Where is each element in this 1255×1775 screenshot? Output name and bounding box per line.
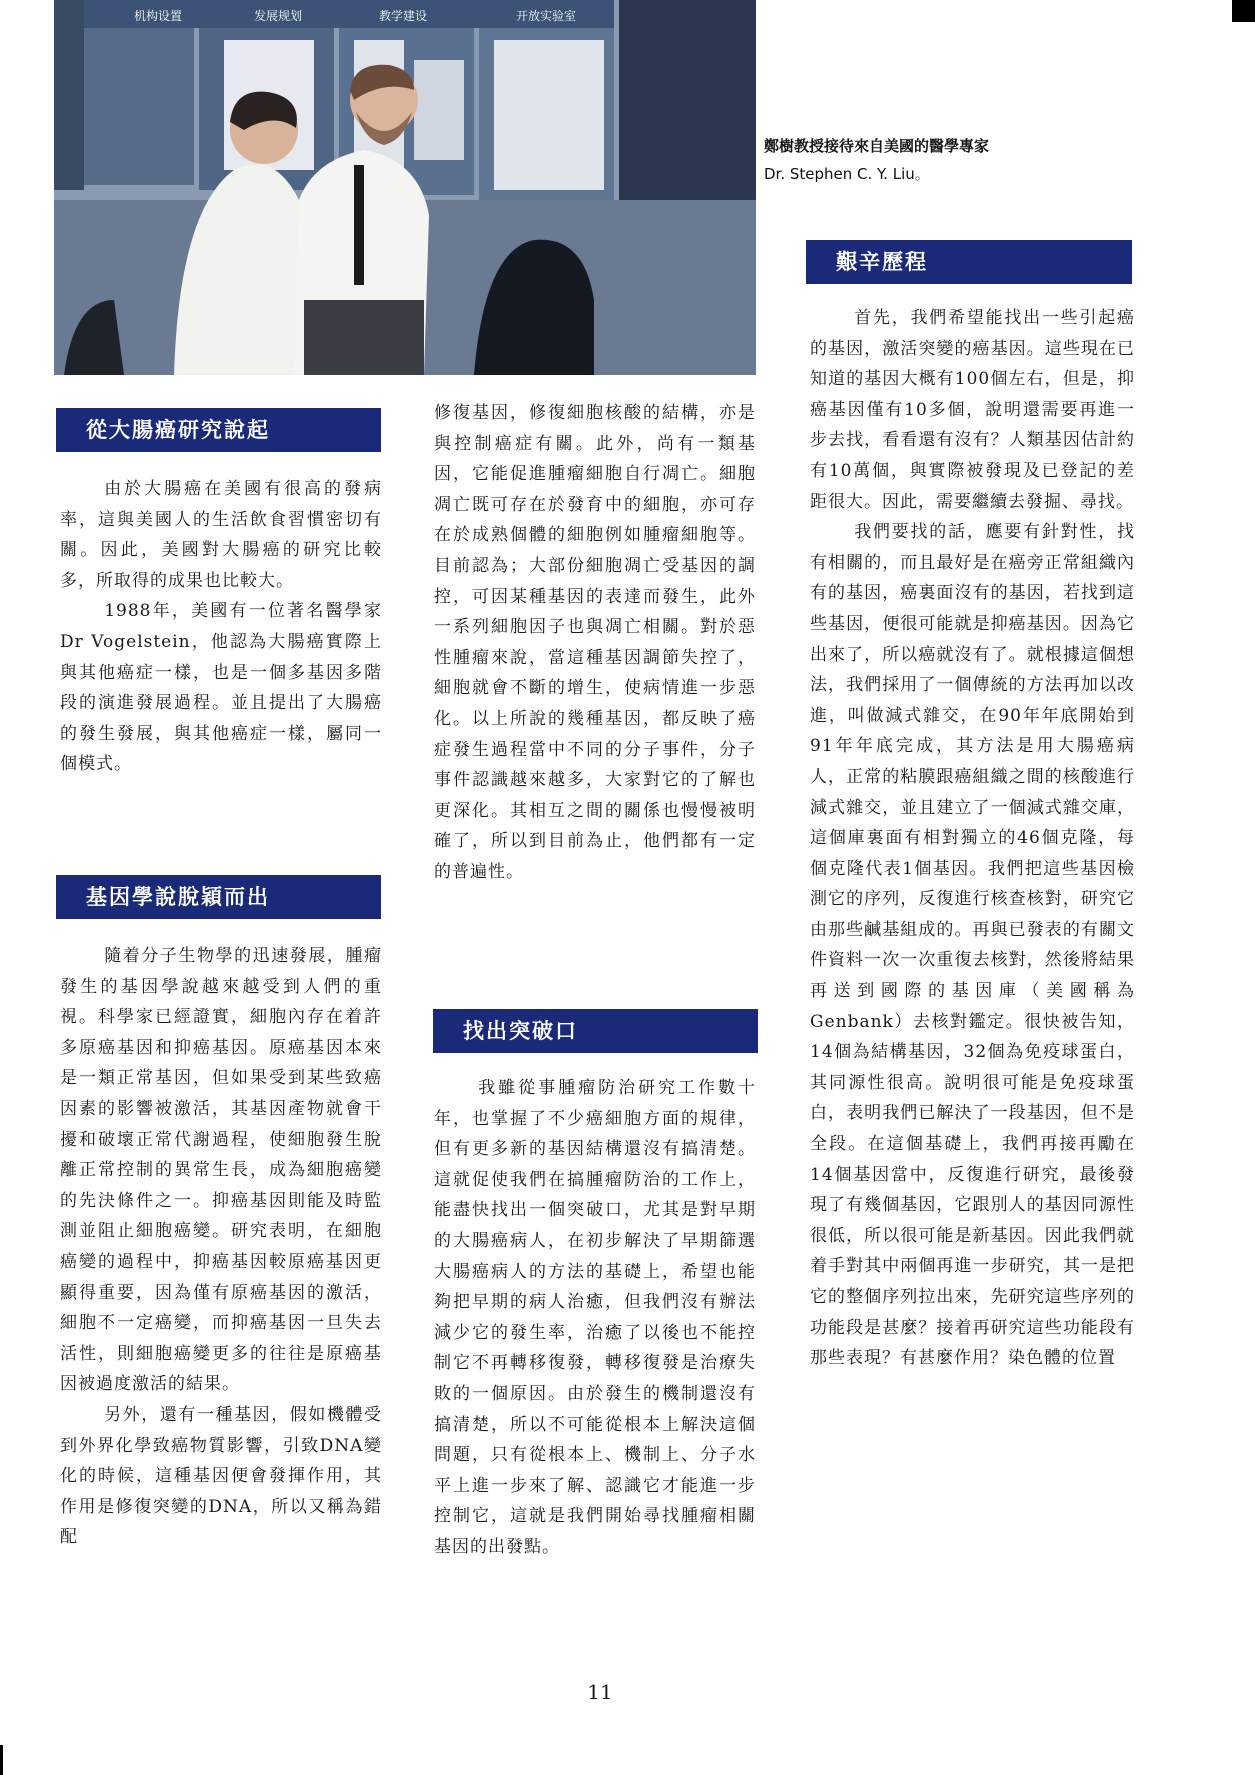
paragraph: 由於大腸癌在美國有很高的發病率，這與美國人的生活飲食習慣密切有關。因此，美國對大腸癌的研究比較多，所取得的成果也比較大。 [60, 479, 382, 591]
column-1-part-2 [60, 941, 382, 1553]
paragraph: 隨着分子生物學的迅速發展，腫瘤發生的基因學說越來越受到人們的重視。科學家已經證實，細胞內存在着許多原癌基因和抑癌基因。原癌基因本來是一類正常基因，但如果受到某些致癌因素的影響被激活，其基因產物就會干擾和破壞正常代謝過程，使細胞發生脫離正常控制的異常生長，成為細胞癌變的先決條件之一。抑癌基因則能及時監測並阻止細胞癌變。研究表明，在細胞癌變的過程中，抑癌基因較原癌基因更顯得重要，因為僅有原癌基因的激活，細胞不一定癌變，而抑癌基因一旦失去活性，則細胞癌變更多的往往是原癌基因被過度激活的結果。 [60, 946, 382, 1395]
photo-professor-visit [54, 0, 756, 375]
paragraph: 另外，還有一種基因，假如機體受到外界化學致癌物質影響，引致DNA變化的時候，這種基因便會發揮作用，其作用是修復突變的DNA，所以又稱為錯配 [60, 1404, 382, 1548]
caption-line-1: 鄭樹教授接待來自美國的醫學專家 [764, 137, 990, 155]
section-heading-gene-theory: 基因學說脫穎而出 [56, 875, 381, 919]
board-label-2: 发展规划 [254, 9, 303, 23]
photo-caption [764, 132, 1064, 188]
board-label-4: 开放实验室 [516, 9, 577, 23]
scan-corner-mark [1232, 0, 1255, 22]
page-number: 11 [587, 1680, 613, 1704]
section-heading-colorectal: 從大腸癌研究說起 [56, 408, 381, 452]
column-2-part-2 [434, 1073, 756, 1563]
caption-line-2: Dr. Stephen C. Y. Liu。 [764, 165, 930, 183]
paragraph: 我們要找的話，應要有針對性，找有相關的，而且最好是在癌旁正常組織內有的基因，癌裏面沒有的基因，若找到這些基因，便很可能就是抑癌基因。因為它出來了，所以癌就沒有了。就根據這個想法，我們採用了一個傳統的方法再加以改進，叫做減式雜交，在90年年底開始到91年年底完成，其方法是用大腸癌病人，正常的粘膜跟癌組織之間的核酸進行減式雜交，並且建立了一個減式雜交庫，這個庫裏面有相對獨立的46個克隆，每個克隆代表1個基因。我們把這些基因檢測它的序列，反復進行核查核對，研究它由那些鹹基組成的。再與已發表的有關文件資料一次一次重復去核對，然後將結果再送到國際的基因庫（美國稱為Genbank）去核對鑑定。很快被告知，14個為結構基因，32個為免疫球蛋白，其同源性很高。說明很可能是免疫球蛋白，表明我們已解決了一段基因，但不是全段。在這個基礎上，我們再接再勵在14個基因當中，反復進行研究，最後發現了有幾個基因，它跟別人的基因同源性很低，所以很可能是新基因。因此我們就着手對其中兩個再進一步研究，其一是把它的整個序列拉出來，先研究這些序列的功能段是甚麼？接着再研究這些功能段有那些表現？有甚麼作用？染色體的位置 [810, 522, 1135, 1369]
photo-illustration [54, 0, 756, 375]
column-2-part-1 [434, 398, 756, 888]
paragraph: 1988年，美國有一位著名醫學家Dr Vogelstein，他認為大腸癌實際上與其他癌症一樣，也是一個多基因多階段的演進發展過程。並且提出了大腸癌的發生發展，與其他癌症一樣，屬同一個模式。 [60, 601, 382, 775]
board-label-3: 教学建设 [379, 9, 428, 23]
paragraph: 首先，我們希望能找出一些引起癌的基因，激活突變的癌基因。這些現在已知道的基因大概有100個左右，但是，抑癌基因僅有10多個，說明還需要再進一步去找，看看還有沒有？人類基因估計約有10萬個，與實際被發現及已登記的差距很大。因此，需要繼續去發掘、尋找。 [810, 308, 1135, 512]
board-label-1: 机构设置 [134, 9, 183, 23]
section-heading-breakthrough: 找出突破口 [433, 1009, 758, 1053]
paragraph: 修復基因，修復細胞核酸的結構，亦是與控制癌症有關。此外，尚有一類基因，它能促進腫瘤細胞自行凋亡。細胞凋亡既可存在於發育中的細胞，亦可存在於成熟個體的細胞例如腫瘤細胞等。目前認為；大部份細胞凋亡受基因的調控，可因某種基因的表達而發生，此外一系列細胞因子也與凋亡相關。對於惡性腫瘤來說，當這種基因調節失控了，細胞就會不斷的增生，使病情進一步惡化。以上所說的幾種基因，都反映了癌症發生過程當中不同的分子事件，分子事件認識越來越多，大家對它的了解也更深化。其相互之間的關係也慢慢被明確了，所以到目前為止，他們都有一定的普遍性。 [434, 403, 756, 882]
column-3 [810, 303, 1135, 1374]
paragraph: 我雖從事腫瘤防治研究工作數十年，也掌握了不少癌細胞方面的規律，但有更多新的基因結構還沒有搞清楚。這就促使我們在搞腫瘤防治的工作上，能盡快找出一個突破口，尤其是對早期的大腸癌病人，在初步解決了早期篩選大腸癌病人的方法的基礎上，希望也能夠把早期的病人治癒，但我們沒有辦法減少它的發生率，治癒了以後也不能控制它不再轉移復發，轉移復發是治療失敗的一個原因。由於發生的機制還沒有搞清楚，所以不可能從根本上解決這個問題，只有從根本上、機制上、分子水平上進一步來了解、認識它才能進一步控制它，這就是我們開始尋找腫瘤相關基因的出發點。 [434, 1078, 756, 1557]
column-1-part-1 [60, 474, 382, 780]
section-heading-hardship: 艱辛歷程 [806, 240, 1132, 284]
scan-edge-mark [0, 1745, 3, 1775]
